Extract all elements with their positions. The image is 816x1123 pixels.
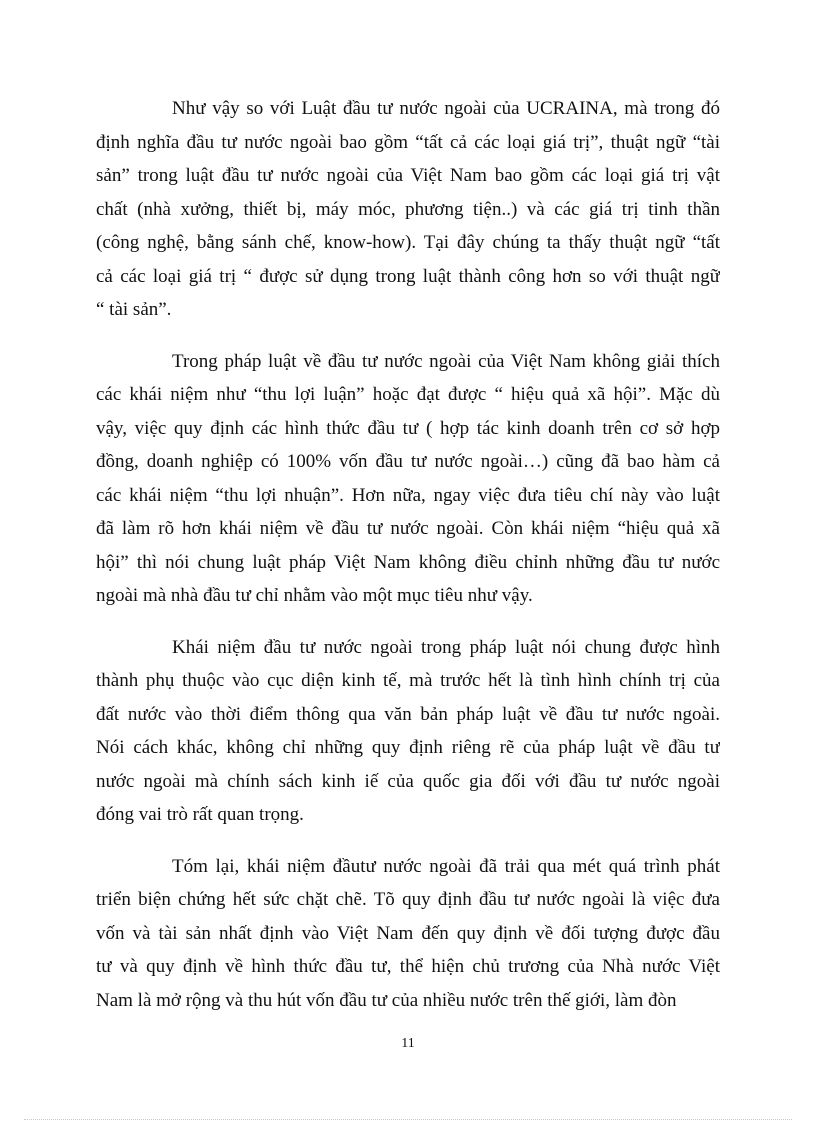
text-line: (công nghệ, bằng sánh chế, know-how). Tại đây chúng ta thấy thuật ngữ “tất — [96, 232, 720, 253]
text-line: Như vậy so với Luật đầu tư nước ngoài của UCRAINA, mà trong đó — [172, 98, 720, 119]
text-line: vậy, việc quy định các hình thức đầu tư ( hợp tác kinh doanh trên cơ sở hợp — [96, 417, 720, 439]
text-line: đóng vai trò rất quan trọng. — [96, 804, 304, 825]
text-line: đồng, doanh nghiệp có 100% vốn đầu tư nước ngoài…) cũng đã bao hàm cả — [96, 451, 720, 472]
text-line: đã làm rõ hơn khái niệm về đầu tư nước ngoài. Còn khái niệm “hiệu quả xã — [96, 518, 720, 539]
text-line: sản” trong luật đầu tư nước ngoài của Việt Nam bao gồm các loại giá trị vật — [96, 165, 720, 186]
text-line: chất (nhà xưởng, thiết bị, máy móc, phương tiện..) và các giá trị tinh thần — [96, 198, 720, 220]
text-line: Trong pháp luật về đầu tư nước ngoài của Việt Nam không giải thích — [172, 350, 720, 372]
paragraph — [96, 850, 720, 1018]
text-line: “ tài sản”. — [96, 299, 172, 320]
body-text — [96, 92, 720, 1035]
text-line: ngoài mà nhà đầu tư chỉ nhằm vào một mục tiêu như vậy. — [96, 585, 533, 606]
text-line: thành phụ thuộc vào cục diện kinh tế, mà trước hết là tình hình chính trị của — [96, 670, 720, 691]
paragraph — [96, 92, 720, 327]
text-line: Khái niệm đầu tư nước ngoài trong pháp luật nói chung được hình — [172, 636, 720, 658]
page-number: 11 — [401, 1036, 415, 1051]
text-line: hội” thì nói chung luật pháp Việt Nam không điều chỉnh những đầu tư nước — [96, 551, 720, 573]
page-bottom-divider — [24, 1119, 792, 1120]
paragraph — [96, 345, 720, 613]
text-line: các khái niệm “thu lợi nhuận”. Hơn nữa, ngay việc đưa tiêu chí này vào luật — [96, 484, 720, 506]
text-line: đất nước vào thời điểm thông qua văn bản pháp luật về đầu tư nước ngoài. — [96, 703, 720, 725]
text-line: Nam là mở rộng và thu hút vốn đầu tư của nhiều nước trên thế giới, làm đòn — [96, 989, 677, 1011]
text-line: cả các loại giá trị “ được sử dụng trong luật thành công hơn so với thuật ngữ — [96, 265, 720, 287]
text-line: tư và quy định về hình thức đầu tư, thể hiện chủ trương của Nhà nước Việt — [96, 956, 720, 977]
paragraph — [96, 631, 720, 832]
text-line: Nói cách khác, không chỉ những quy định riêng rẽ của pháp luật về đầu tư — [96, 737, 720, 758]
text-line: triển biện chứng hết sức chặt chẽ. Tõ quy định đầu tư nước ngoài là việc đưa — [96, 889, 720, 910]
text-line: nước ngoài mà chính sách kinh iế của quốc gia đối với đầu tư nước ngoài — [96, 770, 720, 792]
text-line: vốn và tài sản nhất định vào Việt Nam đến quy định về đối tượng được đầu — [96, 922, 720, 944]
text-line: Tóm lại, khái niệm đầutư nước ngoài đã trải qua mét quá trình phát — [172, 855, 720, 877]
text-line: các khái niệm như “thu lợi luận” hoặc đạt được “ hiệu quả xã hội”. Mặc dù — [96, 384, 720, 405]
text-line: định nghĩa đầu tư nước ngoài bao gồm “tất cả các loại giá trị”, thuật ngữ “tài — [96, 131, 720, 153]
